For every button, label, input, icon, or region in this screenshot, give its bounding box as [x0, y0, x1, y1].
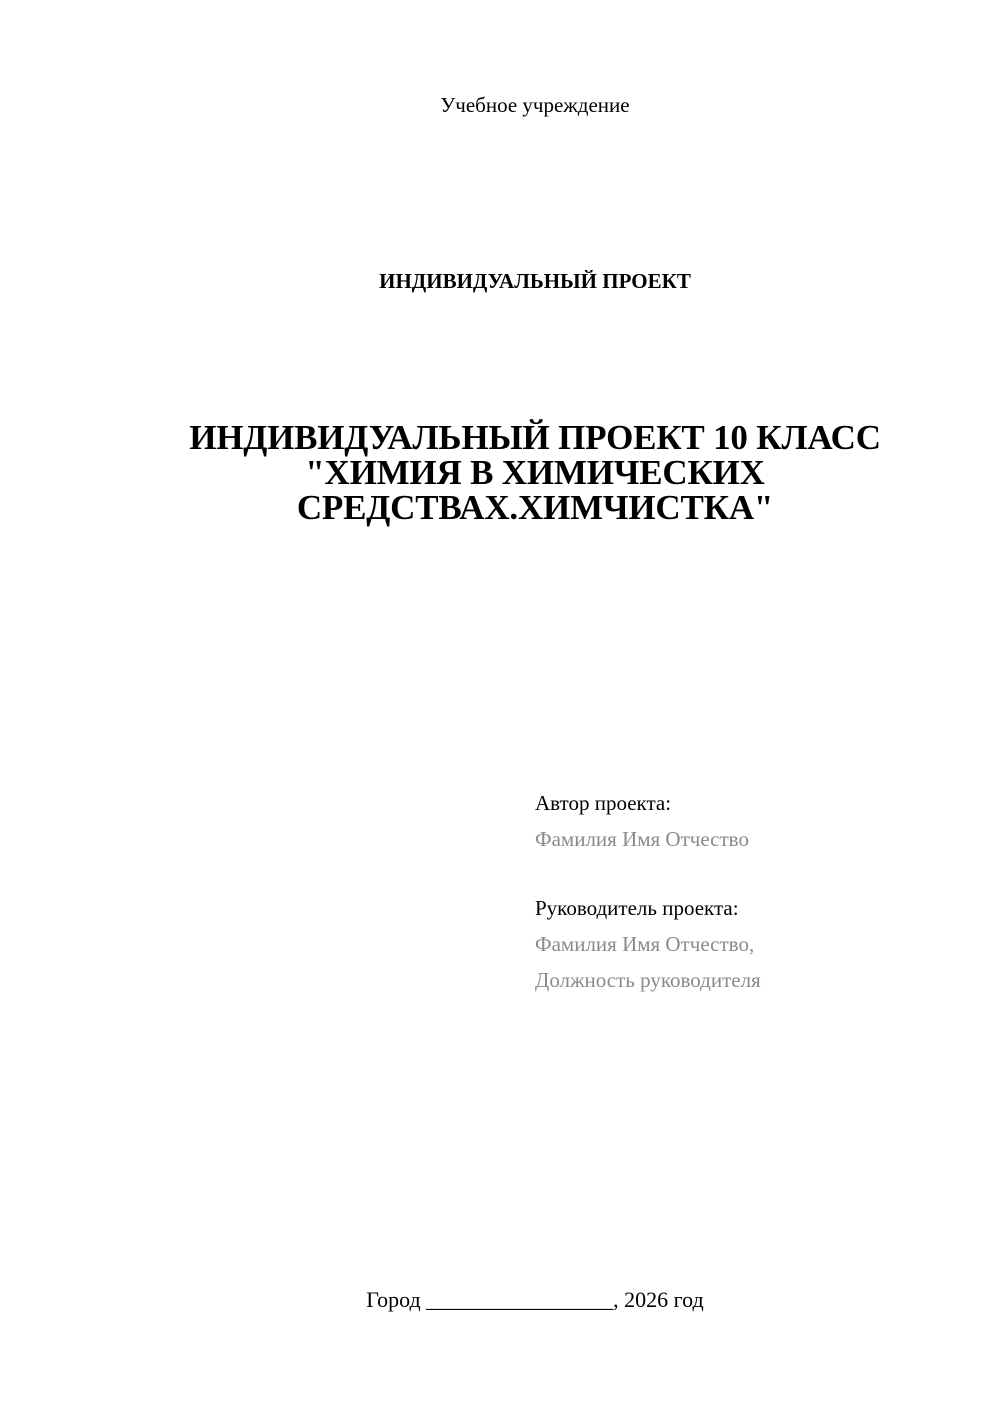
institution-name: Учебное учреждение	[440, 93, 630, 117]
city-year-line: Город _________________, 2026 год	[366, 1287, 704, 1312]
document-type: ИНДИВИДУАЛЬНЫЙ ПРОЕКТ	[379, 269, 691, 293]
supervisor-label: Руководитель проекта:	[535, 896, 739, 920]
project-title-line: "ХИМИЯ В ХИМИЧЕСКИХ	[305, 453, 765, 492]
supervisor-block	[535, 890, 975, 998]
project-title	[150, 420, 920, 525]
author-name: Фамилия Имя Отчество	[535, 827, 749, 851]
supervisor-name: Фамилия Имя Отчество,	[535, 932, 755, 956]
author-block	[535, 785, 975, 857]
supervisor-position: Должность руководителя	[535, 968, 761, 992]
project-title-line: СРЕДСТВАХ.ХИМЧИСТКА"	[296, 488, 774, 527]
project-title-line: ИНДИВИДУАЛЬНЫЙ ПРОЕКТ 10 КЛАСС	[189, 418, 881, 457]
author-label: Автор проекта:	[535, 791, 672, 815]
